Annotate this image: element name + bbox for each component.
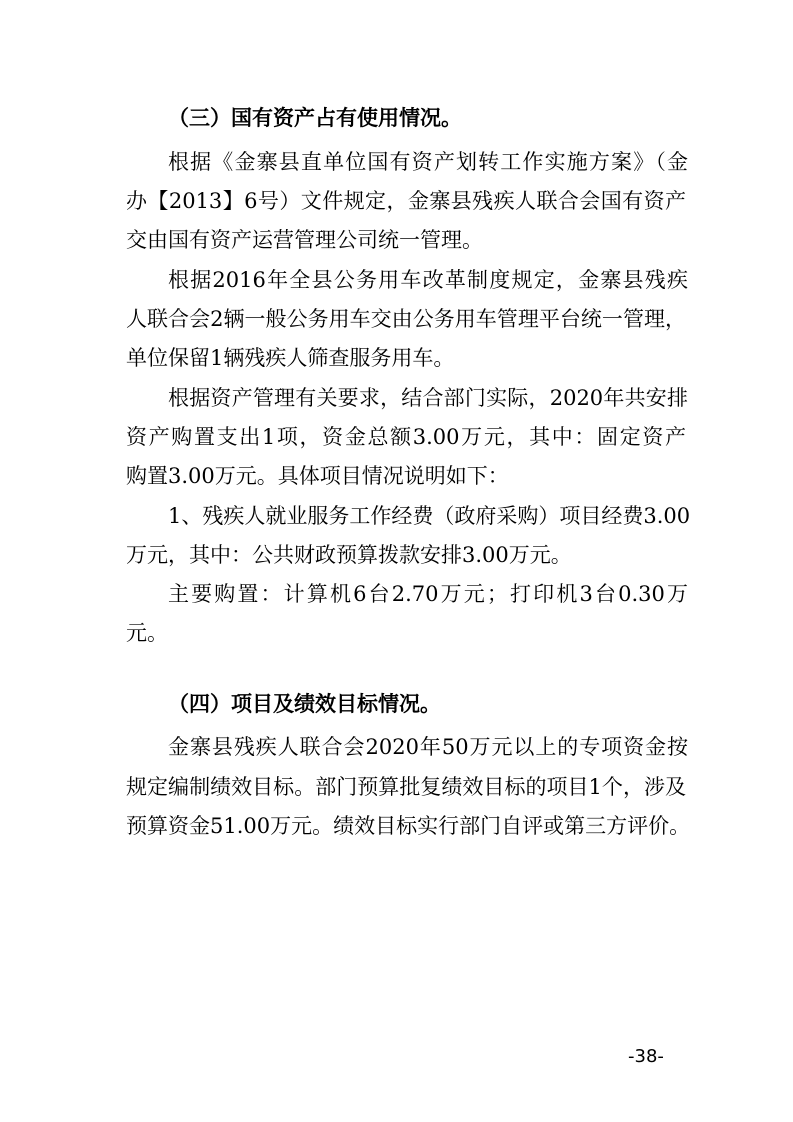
paragraph-line: 金寨县残疾人联合会2020年50万元以上的专项资金按 [168, 735, 688, 759]
page-number: -38- [628, 1046, 664, 1067]
paragraph-line: 人联合会2辆一般公务用车交由公务用车管理平台统一管理， [126, 307, 686, 331]
paragraph-line: 单位保留1辆残疾人筛查服务用车。 [126, 346, 455, 370]
paragraph-line: 购置3.00万元。具体项目情况说明如下： [126, 464, 509, 488]
paragraph-line: 万元，其中：公共财政预算拨款安排3.00万元。 [126, 543, 572, 567]
paragraph-line: 办【2013】6号）文件规定，金寨县残疾人联合会国有资产 [126, 189, 686, 213]
paragraph-line: 交由国有资产运营管理公司统一管理。 [126, 228, 483, 252]
paragraph-line: 根据2016年全县公务用车改革制度规定，金寨县残疾 [168, 268, 688, 292]
paragraph-line: 主要购置：计算机6台2.70万元；打印机3台0.30万 [168, 582, 688, 606]
paragraph-line: 根据资产管理有关要求，结合部门实际，2020年共安排 [168, 386, 688, 410]
paragraph-line: 预算资金51.00万元。绩效目标实行部门自评或第三方评价。 [126, 814, 691, 838]
paragraph-line: 元。 [126, 621, 168, 645]
paragraph-line: 规定编制绩效目标。部门预算批复绩效目标的项目1个，涉及 [126, 775, 686, 799]
paragraph-line: 1、残疾人就业服务工作经费（政府采购）项目经费3.00 [168, 504, 691, 528]
paragraph-line: 根据《金寨县直单位国有资产划转工作实施方案》（金 [168, 150, 688, 174]
section-heading-projects: （四）项目及绩效目标情况。 [168, 692, 441, 716]
section-heading-assets: （三）国有资产占有使用情况。 [168, 106, 462, 130]
paragraph-line: 资产购置支出1项，资金总额3.00万元，其中：固定资产 [126, 425, 686, 449]
